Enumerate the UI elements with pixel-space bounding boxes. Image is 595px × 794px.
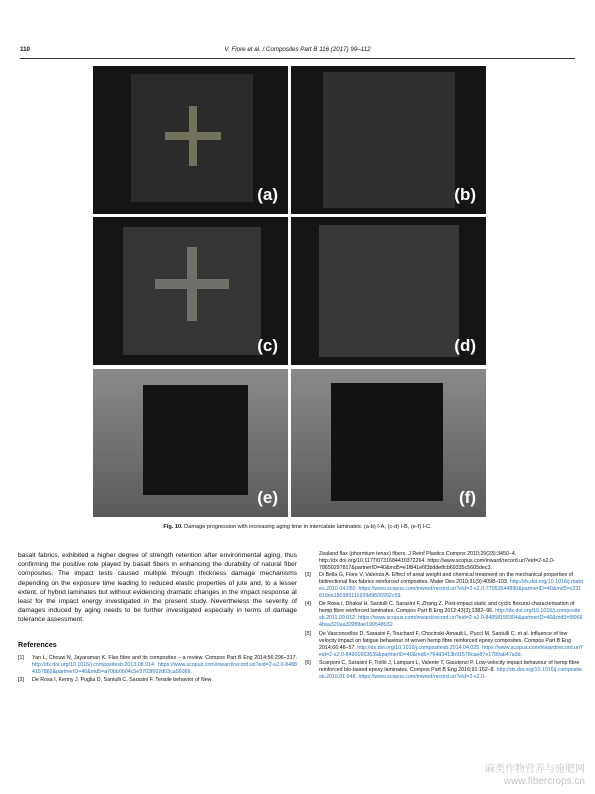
reference-scopus-link[interactable]: https://www.scopus.com/inward/record.uri?eid=2-s2.0-84858155904&partnerID=40&md5=5f9664baa320aa309f6fae199548932.: [319, 615, 583, 629]
reference-doi-link[interactable]: http://dx.doi.org/10.1177/0731684410372264.: [319, 558, 426, 565]
reference-item: [18, 655, 297, 676]
panel-label-b: (b): [454, 185, 476, 204]
reference-scopus-link[interactable]: https://www.scopus.com/inward/record.uri?eid=2-s2.0-84901663639&partnerID=40&md5=764d3413b91578cae87e1789ab47a3d.: [319, 644, 583, 658]
header-rule: [20, 58, 575, 59]
panel-label-f: (f): [459, 488, 476, 507]
figure-panel-b: [291, 66, 486, 214]
panel-label-c: (c): [257, 336, 278, 355]
references-heading: References: [18, 639, 57, 649]
reference-doi-link[interactable]: http://dx.doi.org/10.1016/j.matdes.2010.04.050.: [319, 579, 583, 593]
reference-item: [305, 631, 583, 659]
reference-doi-link[interactable]: http://dx.doi.org/10.1016/j.compositesb.2013.08.014.: [32, 661, 156, 668]
reference-number: [3]: [305, 572, 311, 579]
caption-text: Damage progression with increasing aging time in intercalate laminates: (a-b) I-A, (c-d) I-B, (e-f) I-C.: [182, 524, 432, 530]
figure-panel-e: [93, 369, 288, 517]
reference-doi-link[interactable]: http://dx.doi.org/10.1016/j.compositesb.2014.04.025.: [357, 644, 481, 651]
page-number: 110: [20, 46, 30, 53]
figure-caption: [20, 524, 575, 530]
reference-text: Scarponi C, Sarasini F, Tirillò J, Lampani L, Valente T, Gaudenzi P. Low-velocity impact behaviour of hemp fibre reinforced bio-based epoxy laminates. Compos Part B Eng 2016;91:162–8.: [319, 659, 580, 673]
reference-item: [18, 677, 297, 684]
caption-label: Fig. 10.: [163, 524, 183, 530]
reference-number: [2]: [18, 676, 24, 683]
reference-scopus-link[interactable]: https://www.scopus.com/inward/record.uri?eid=2-s2.0-78650297817&partnerID=40&md5=e1f841e6f3bdde8cb69335c5605dec3.: [319, 558, 555, 572]
page-header: [20, 46, 575, 58]
left-column: [18, 551, 297, 685]
reference-number: [1]: [18, 654, 24, 661]
reference-number: [5]: [305, 630, 311, 637]
specimen-image: [291, 369, 486, 517]
reference-doi-link[interactable]: http://dx.doi.org/10.1016/j.compositesb.2016.01.048.: [319, 666, 582, 680]
reference-text: Yan L, Chouw N, Jayaraman K. Flax fibre and its composites – a review. Compos Part B Eng 2014;56:296–317.: [32, 654, 297, 661]
reference-scopus-link[interactable]: https://www.scopus.com/inward/record.uri?eid=2-s2.0-77953544890&partnerID=40&md5=c231819ea180385111939d9606992c59.: [319, 586, 582, 600]
panel-label-d: (d): [454, 336, 476, 355]
panel-label-e: (e): [257, 488, 278, 507]
reference-item: [305, 660, 583, 681]
figure-panel-c: [93, 217, 288, 365]
right-column: [305, 551, 583, 682]
reference-scopus-link[interactable]: https://www.scopus.com/inward/record.uri?eid=2-s2.0-84884157882&partnerID=40&md5=a70bb0b04c5e9703f602d03ca56069.: [32, 661, 297, 675]
reference-text: Zealand flax (phormium tenax) fibers. J Reinf Plastics Compos 2010;29(23):3450–4.: [319, 551, 517, 557]
panel-label-a: (a): [257, 185, 278, 204]
reference-continuation: [305, 551, 583, 572]
figure-panel-f: [291, 369, 486, 517]
reference-scopus-link[interactable]: https://www.scopus.com/inward/record.uri?eid=2-s2.0-: [358, 673, 486, 680]
figure-panel-a: [93, 66, 288, 214]
watermark: [485, 764, 585, 788]
running-head: V. Fiore et al. / Composites Part B 116 (2017) 99–112: [224, 46, 371, 53]
reference-item: [305, 572, 583, 600]
reference-number: [4]: [305, 601, 311, 608]
reference-text: De Rosa I, Dhakal H, Santulli C, Sarasini F, Zhang Z. Post-impact static and cyclic flexural characterisation of hemp fibre reinforced laminates. Compos Part B Eng 2012;43(3):1382–96.: [319, 601, 575, 615]
reference-text: Di Bella G, Fiore V, Valenza A. Effect of areal weight and chemical treatment on the mechanical properties of bidirectional flax fabrics reinforced composites. Mater Des 2010;31(9):4098–103.: [319, 572, 573, 586]
reference-doi-link[interactable]: http://dx.doi.org/10.1016/j.compositesb.2011.09.012.: [319, 608, 581, 622]
reference-text: De Rosa I, Kenny J, Puglia D, Santulli C, Sarasini F. Tensile behavior of New: [32, 676, 212, 683]
watermark-line: 麻类作物营养与施肥网: [485, 764, 585, 775]
reference-text: De Vasconcellos D, Sarasini F, Touchard F, Chocinski-Arnault L, Pucci M, Santulli C, et al. Influence of low velocity impact on fatigue behaviour of woven hemp fibre reinforced epoxy composites. Compos Part B Eng 2014;66:46–57.: [319, 630, 572, 651]
watermark-line: www.fibercrops.cn: [503, 776, 585, 787]
body-paragraph: basalt fabrics, exhibited a higher degree of strength retention after environmental aging, thus confirming the positive role played by basalt fibers in enhancing the durability of natural fiber composites. The impact tests caused multiple through thickness damage mechanisms depending on the exposure time leading to reduced elastic properties of jute and, to a lesser extent, of hybrid laminates but without evidencing dramatic changes in the impact response at least for the impact energy investigated in the present study. Nevertheless the severity of damages induced by aging needs to be further investigated especially in terms of damage tolerance assessment.: [18, 552, 297, 624]
reference-item: [305, 601, 583, 629]
reference-number: [6]: [305, 659, 311, 666]
figure-panel-d: [291, 217, 486, 365]
